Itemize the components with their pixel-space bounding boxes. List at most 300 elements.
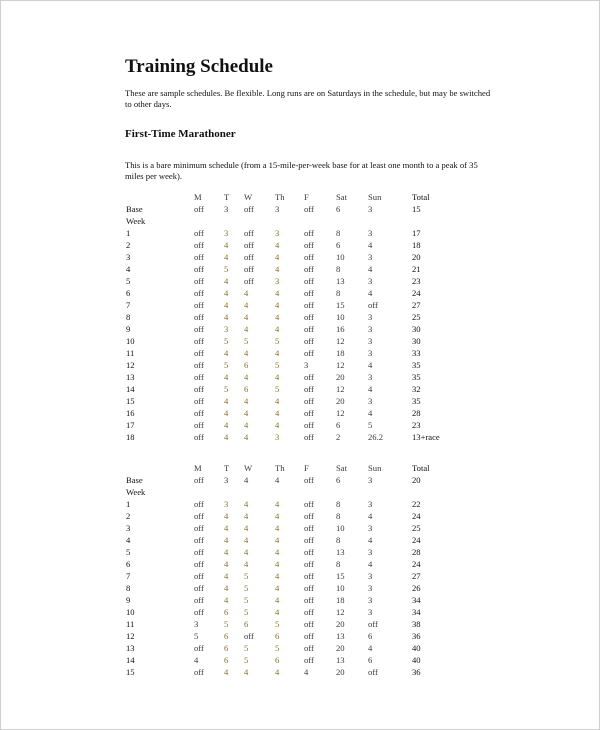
cell-sat: 20 [336, 372, 345, 382]
cell-wed: 4 [244, 667, 249, 677]
cell-sun: 3 [368, 204, 373, 214]
table-row [0, 510, 600, 522]
cell-mon: off [194, 360, 204, 370]
cell-wed: 4 [244, 547, 249, 557]
cell-wed: 5 [244, 595, 249, 605]
cell-total: 24 [412, 288, 421, 298]
cell-label: 3 [126, 252, 131, 262]
cell-thu: 5 [275, 619, 280, 629]
cell-tue: 4 [224, 523, 229, 533]
cell-label: 4 [126, 535, 131, 545]
cell-label: 9 [126, 595, 131, 605]
cell-tue: 4 [224, 432, 229, 442]
cell-mon: M [194, 463, 202, 473]
cell-total: 34 [412, 595, 421, 605]
cell-fri: off [304, 511, 314, 521]
cell-thu: 4 [275, 348, 280, 358]
cell-label: 11 [126, 348, 135, 358]
cell-sat: 6 [336, 420, 341, 430]
cell-sun: 3 [368, 571, 373, 581]
cell-label: 15 [126, 667, 135, 677]
cell-tue: 3 [224, 499, 229, 509]
cell-tue: T [224, 192, 230, 202]
cell-wed: off [244, 276, 254, 286]
cell-total: 26 [412, 583, 421, 593]
cell-tue: 4 [224, 252, 229, 262]
cell-total: 24 [412, 559, 421, 569]
cell-fri: off [304, 396, 314, 406]
cell-sun: 4 [368, 264, 373, 274]
cell-sun: 4 [368, 535, 373, 545]
cell-sun: 4 [368, 360, 373, 370]
cell-sun: 6 [368, 655, 373, 665]
cell-tue: 4 [224, 240, 229, 250]
cell-thu: 5 [275, 336, 280, 346]
cell-fri: off [304, 336, 314, 346]
table-row [0, 239, 600, 251]
cell-label: 17 [126, 420, 135, 430]
cell-wed: 5 [244, 607, 249, 617]
cell-label: 7 [126, 571, 131, 581]
cell-sat: 10 [336, 252, 345, 262]
table-row [0, 347, 600, 359]
cell-label: 10 [126, 336, 135, 346]
table-row [0, 498, 600, 510]
cell-wed: 4 [244, 300, 249, 310]
cell-mon: off [194, 667, 204, 677]
cell-tue: 4 [224, 547, 229, 557]
cell-sat: 10 [336, 583, 345, 593]
cell-sun: 3 [368, 396, 373, 406]
cell-tue: 4 [224, 372, 229, 382]
cell-mon: off [194, 547, 204, 557]
cell-thu: 4 [275, 523, 280, 533]
cell-wed: off [244, 631, 254, 641]
cell-thu: Th [275, 463, 285, 473]
cell-mon: off [194, 264, 204, 274]
cell-wed: W [244, 463, 253, 473]
cell-wed: 4 [244, 499, 249, 509]
cell-sun: 26.2 [368, 432, 384, 442]
cell-fri: off [304, 348, 314, 358]
cell-mon: off [194, 559, 204, 569]
table-row [0, 419, 600, 431]
cell-wed: 4 [244, 312, 249, 322]
cell-wed: 4 [244, 535, 249, 545]
cell-tue: 4 [224, 288, 229, 298]
cell-sat: 8 [336, 535, 341, 545]
cell-sat: 12 [336, 408, 345, 418]
cell-thu: 5 [275, 643, 280, 653]
cell-mon: off [194, 511, 204, 521]
cell-thu: 4 [275, 583, 280, 593]
cell-fri: off [304, 408, 314, 418]
cell-thu: 3 [275, 432, 280, 442]
cell-label: Week [126, 216, 146, 226]
cell-thu: 4 [275, 408, 280, 418]
table-row [0, 666, 600, 678]
cell-label: 13 [126, 643, 135, 653]
cell-label: 14 [126, 384, 135, 394]
cell-thu: 4 [275, 499, 280, 509]
table-row [0, 287, 600, 299]
cell-label: 12 [126, 360, 135, 370]
cell-fri: F [304, 192, 309, 202]
cell-sun: 4 [368, 643, 373, 653]
cell-mon: off [194, 475, 204, 485]
cell-sat: 8 [336, 264, 341, 274]
cell-thu: 4 [275, 475, 280, 485]
cell-label: Base [126, 475, 143, 485]
cell-mon: 4 [194, 655, 199, 665]
cell-tue: 5 [224, 264, 229, 274]
table-row [0, 383, 600, 395]
cell-fri: off [304, 499, 314, 509]
cell-fri: off [304, 384, 314, 394]
table-row [0, 203, 600, 215]
cell-sat: 2 [336, 432, 341, 442]
cell-label: 3 [126, 523, 131, 533]
cell-sun: 4 [368, 511, 373, 521]
cell-wed: 4 [244, 408, 249, 418]
cell-total: 28 [412, 547, 421, 557]
cell-tue: 4 [224, 667, 229, 677]
cell-tue: 4 [224, 276, 229, 286]
cell-total: 27 [412, 571, 421, 581]
cell-sat: 13 [336, 276, 345, 286]
cell-tue: 5 [224, 619, 229, 629]
table-row [0, 395, 600, 407]
cell-fri: off [304, 547, 314, 557]
cell-total: 40 [412, 655, 421, 665]
cell-thu: 4 [275, 559, 280, 569]
cell-tue: 4 [224, 511, 229, 521]
cell-total: 25 [412, 312, 421, 322]
cell-sat: 12 [336, 360, 345, 370]
cell-thu: 6 [275, 631, 280, 641]
cell-tue: 5 [224, 336, 229, 346]
cell-tue: 4 [224, 348, 229, 358]
cell-total: 25 [412, 523, 421, 533]
cell-mon: off [194, 535, 204, 545]
cell-wed: 4 [244, 372, 249, 382]
cell-label: 10 [126, 607, 135, 617]
cell-fri: off [304, 204, 314, 214]
cell-sun: 4 [368, 240, 373, 250]
cell-label: 13 [126, 372, 135, 382]
cell-mon: off [194, 384, 204, 394]
cell-tue: 3 [224, 324, 229, 334]
cell-label: 5 [126, 276, 131, 286]
cell-label: 2 [126, 240, 131, 250]
cell-wed: 6 [244, 360, 249, 370]
cell-fri: off [304, 571, 314, 581]
cell-tue: T [224, 463, 230, 473]
cell-label: 6 [126, 288, 131, 298]
cell-mon: off [194, 499, 204, 509]
cell-thu: 4 [275, 607, 280, 617]
cell-sun: 3 [368, 595, 373, 605]
cell-total: 35 [412, 396, 421, 406]
cell-wed: off [244, 204, 254, 214]
cell-mon: 5 [194, 631, 199, 641]
cell-wed: 5 [244, 655, 249, 665]
table-row [0, 558, 600, 570]
cell-fri: off [304, 607, 314, 617]
cell-sun: 3 [368, 475, 373, 485]
cell-tue: 6 [224, 643, 229, 653]
cell-thu: Th [275, 192, 285, 202]
cell-total: 27 [412, 300, 421, 310]
table-row [0, 642, 600, 654]
cell-fri: F [304, 463, 309, 473]
cell-mon: off [194, 607, 204, 617]
cell-mon: 3 [194, 619, 199, 629]
cell-total: 36 [412, 667, 421, 677]
table-header-row [0, 191, 600, 203]
intro-paragraph: These are sample schedules. Be flexible. Long runs are on Saturdays in the schedule, but may be switched to other days. [125, 88, 491, 109]
cell-fri: off [304, 312, 314, 322]
cell-sat: 10 [336, 523, 345, 533]
table-row [0, 474, 600, 486]
cell-sat: 18 [336, 348, 345, 358]
schedule-table-1 [0, 191, 600, 443]
cell-fri: off [304, 420, 314, 430]
cell-thu: 3 [275, 204, 280, 214]
cell-sat: 20 [336, 643, 345, 653]
cell-label: 5 [126, 547, 131, 557]
cell-sun: 3 [368, 312, 373, 322]
table-row [0, 618, 600, 630]
table-row [0, 227, 600, 239]
table-row [0, 654, 600, 666]
cell-label: 12 [126, 631, 135, 641]
cell-wed: W [244, 192, 253, 202]
cell-tue: 3 [224, 204, 229, 214]
schedule-table-2 [0, 462, 600, 678]
cell-fri: off [304, 240, 314, 250]
cell-sat: 8 [336, 511, 341, 521]
cell-thu: 4 [275, 264, 280, 274]
table-row [0, 311, 600, 323]
cell-total: 24 [412, 511, 421, 521]
cell-thu: 4 [275, 396, 280, 406]
cell-tue: 6 [224, 631, 229, 641]
table-row [0, 275, 600, 287]
cell-mon: off [194, 252, 204, 262]
cell-wed: 4 [244, 475, 249, 485]
cell-total: 38 [412, 619, 421, 629]
cell-thu: 4 [275, 312, 280, 322]
cell-tue: 4 [224, 312, 229, 322]
cell-label: 7 [126, 300, 131, 310]
cell-tue: 4 [224, 535, 229, 545]
cell-total: 17 [412, 228, 421, 238]
cell-thu: 4 [275, 240, 280, 250]
table-row [0, 371, 600, 383]
cell-tue: 4 [224, 583, 229, 593]
cell-sun: 3 [368, 348, 373, 358]
cell-wed: 4 [244, 348, 249, 358]
cell-fri: off [304, 288, 314, 298]
cell-sun: 3 [368, 252, 373, 262]
cell-fri: off [304, 432, 314, 442]
cell-total: 24 [412, 535, 421, 545]
cell-fri: 3 [304, 360, 309, 370]
cell-sun: off [368, 667, 378, 677]
cell-sat: Sat [336, 192, 347, 202]
cell-sun: off [368, 300, 378, 310]
cell-wed: 5 [244, 643, 249, 653]
section-title: First-Time Marathoner [125, 128, 236, 140]
cell-fri: 4 [304, 667, 309, 677]
cell-fri: off [304, 264, 314, 274]
cell-thu: 5 [275, 384, 280, 394]
table-row [0, 299, 600, 311]
cell-wed: 4 [244, 511, 249, 521]
cell-thu: 4 [275, 547, 280, 557]
cell-mon: off [194, 324, 204, 334]
cell-label: 8 [126, 312, 131, 322]
page-title: Training Schedule [125, 56, 273, 77]
cell-sat: 15 [336, 300, 345, 310]
cell-wed: 4 [244, 432, 249, 442]
schedule-description: This is a bare minimum schedule (from a 15-mile-per-week base for at least one month to a peak of 35 miles per week). [125, 160, 478, 181]
cell-fri: off [304, 252, 314, 262]
table-row [0, 606, 600, 618]
cell-total: 22 [412, 499, 421, 509]
cell-tue: 4 [224, 396, 229, 406]
cell-thu: 3 [275, 228, 280, 238]
cell-wed: off [244, 228, 254, 238]
cell-total: 23 [412, 276, 421, 286]
cell-wed: off [244, 252, 254, 262]
cell-sun: 3 [368, 276, 373, 286]
cell-sat: 18 [336, 595, 345, 605]
cell-sun: off [368, 619, 378, 629]
cell-sat: 20 [336, 619, 345, 629]
table-row [0, 582, 600, 594]
cell-fri: off [304, 372, 314, 382]
cell-mon: off [194, 240, 204, 250]
table-row [0, 251, 600, 263]
table-row [0, 335, 600, 347]
cell-total: 33 [412, 348, 421, 358]
cell-wed: 4 [244, 559, 249, 569]
cell-mon: off [194, 420, 204, 430]
cell-mon: off [194, 228, 204, 238]
cell-sat: 20 [336, 667, 345, 677]
cell-label: 18 [126, 432, 135, 442]
cell-thu: 4 [275, 595, 280, 605]
cell-thu: 4 [275, 324, 280, 334]
cell-wed: 4 [244, 288, 249, 298]
cell-wed: off [244, 240, 254, 250]
table-row [0, 570, 600, 582]
cell-label: 15 [126, 396, 135, 406]
cell-sun: 3 [368, 547, 373, 557]
cell-fri: off [304, 655, 314, 665]
cell-wed: off [244, 264, 254, 274]
cell-fri: off [304, 619, 314, 629]
cell-tue: 6 [224, 655, 229, 665]
cell-sat: Sat [336, 463, 347, 473]
cell-mon: off [194, 643, 204, 653]
cell-label: Week [126, 487, 146, 497]
cell-mon: off [194, 432, 204, 442]
cell-tue: 4 [224, 408, 229, 418]
cell-total: 20 [412, 252, 421, 262]
cell-total: 18 [412, 240, 421, 250]
cell-thu: 4 [275, 511, 280, 521]
cell-total: 40 [412, 643, 421, 653]
cell-wed: 5 [244, 336, 249, 346]
table-row [0, 594, 600, 606]
cell-thu: 4 [275, 288, 280, 298]
cell-mon: off [194, 312, 204, 322]
cell-mon: off [194, 336, 204, 346]
cell-sat: 12 [336, 336, 345, 346]
cell-label: 16 [126, 408, 135, 418]
table-row [0, 534, 600, 546]
cell-label: 14 [126, 655, 135, 665]
cell-sat: 8 [336, 228, 341, 238]
cell-total: 35 [412, 360, 421, 370]
cell-mon: M [194, 192, 202, 202]
cell-mon: off [194, 595, 204, 605]
cell-sun: 3 [368, 228, 373, 238]
cell-sun: 4 [368, 384, 373, 394]
cell-tue: 6 [224, 607, 229, 617]
cell-tue: 4 [224, 559, 229, 569]
cell-sun: Sun [368, 192, 382, 202]
cell-fri: off [304, 643, 314, 653]
cell-mon: off [194, 372, 204, 382]
table-row [0, 486, 600, 498]
cell-mon: off [194, 571, 204, 581]
cell-label: 6 [126, 559, 131, 569]
cell-fri: off [304, 228, 314, 238]
table-row [0, 407, 600, 419]
cell-total: 30 [412, 324, 421, 334]
cell-sat: 15 [336, 571, 345, 581]
cell-total: 30 [412, 336, 421, 346]
cell-wed: 4 [244, 420, 249, 430]
cell-mon: off [194, 348, 204, 358]
cell-total: Total [412, 463, 430, 473]
cell-total: 15 [412, 204, 421, 214]
cell-thu: 3 [275, 276, 280, 286]
table-row [0, 323, 600, 335]
cell-fri: off [304, 583, 314, 593]
cell-fri: off [304, 523, 314, 533]
table-row [0, 431, 600, 443]
cell-mon: off [194, 204, 204, 214]
cell-fri: off [304, 559, 314, 569]
cell-thu: 4 [275, 571, 280, 581]
cell-thu: 4 [275, 300, 280, 310]
cell-tue: 4 [224, 420, 229, 430]
cell-wed: 4 [244, 324, 249, 334]
cell-wed: 4 [244, 523, 249, 533]
cell-label: 8 [126, 583, 131, 593]
cell-label: 1 [126, 499, 131, 509]
cell-sun: 3 [368, 372, 373, 382]
cell-tue: 5 [224, 384, 229, 394]
cell-mon: off [194, 276, 204, 286]
cell-mon: off [194, 396, 204, 406]
cell-label: 11 [126, 619, 135, 629]
